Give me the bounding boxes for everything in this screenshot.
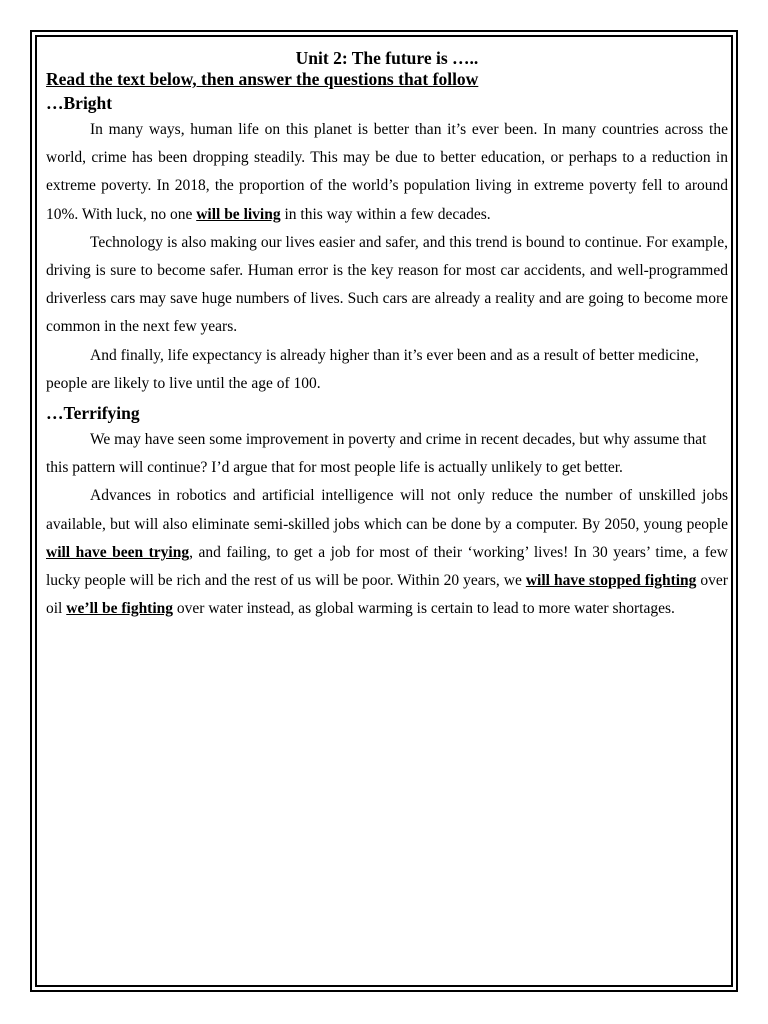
paragraph-technology [46, 229, 728, 342]
paragraph-improvement [46, 426, 728, 482]
text-segment: Advances in robotics and artificial intelligence will not only reduce the number of unskilled jobs available, but will also eliminate semi-skilled jobs which can be done by a computer. By 2050, young people [46, 487, 728, 533]
text-segment: , and failing, to get a job for most of their ‘working’ lives! In 30 years’ time, a few lucky people will be rich and the rest of us will be poor. Within 20 years, we [46, 543, 728, 590]
text-segment: over water instead, as global warming is certain to lead to more water shortages. [173, 600, 675, 618]
paragraph-poverty [46, 116, 728, 229]
paragraph-life-expectancy [46, 342, 728, 398]
highlighted-verb: we’ll be fighting [66, 600, 174, 618]
text-segment: over oil [46, 572, 728, 618]
text-segment: We may have seen some improvement in poverty and crime in recent decades, but why assume that this pattern will continue? I’d argue that for most people life is actually unlikely to get better. [46, 431, 707, 477]
paragraph-robotics [46, 482, 728, 623]
highlighted-verb: will have been trying [46, 543, 190, 561]
instructions: Read the text below, then answer the questions that follow [46, 69, 479, 89]
text-segment: in this way within a few decades. [280, 205, 491, 223]
unit-title: Unit 2: The future is ….. [295, 48, 479, 68]
section-heading-terrifying: …Terrifying [46, 403, 140, 424]
document-body [46, 46, 728, 623]
highlighted-verb: will be living [196, 205, 281, 223]
text-segment: In many ways, human life on this planet is better than it’s ever been. In many countries across the world, crime has been dropping steadily. This may be due to better education, or perhaps to a reduction in extreme poverty. In 2018, the proportion of the world’s population living in extreme poverty fell to around 10%. With luck, no one [46, 121, 728, 223]
text-segment: Technology is also making our lives easier and safer, and this trend is bound to continue. For example, driving is sure to become safer. Human error is the key reason for most car accidents, and well-programmed driverless cars may save huge numbers of lives. Such cars are already a reality and are going to become more common in the next few years. [46, 233, 728, 336]
section-heading-bright: …Bright [46, 93, 113, 113]
text-segment: And finally, life expectancy is already higher than it’s ever been and as a result of better medicine, people are likely to live until the age of 100. [46, 346, 699, 392]
highlighted-verb: will have stopped fighting [525, 572, 697, 590]
